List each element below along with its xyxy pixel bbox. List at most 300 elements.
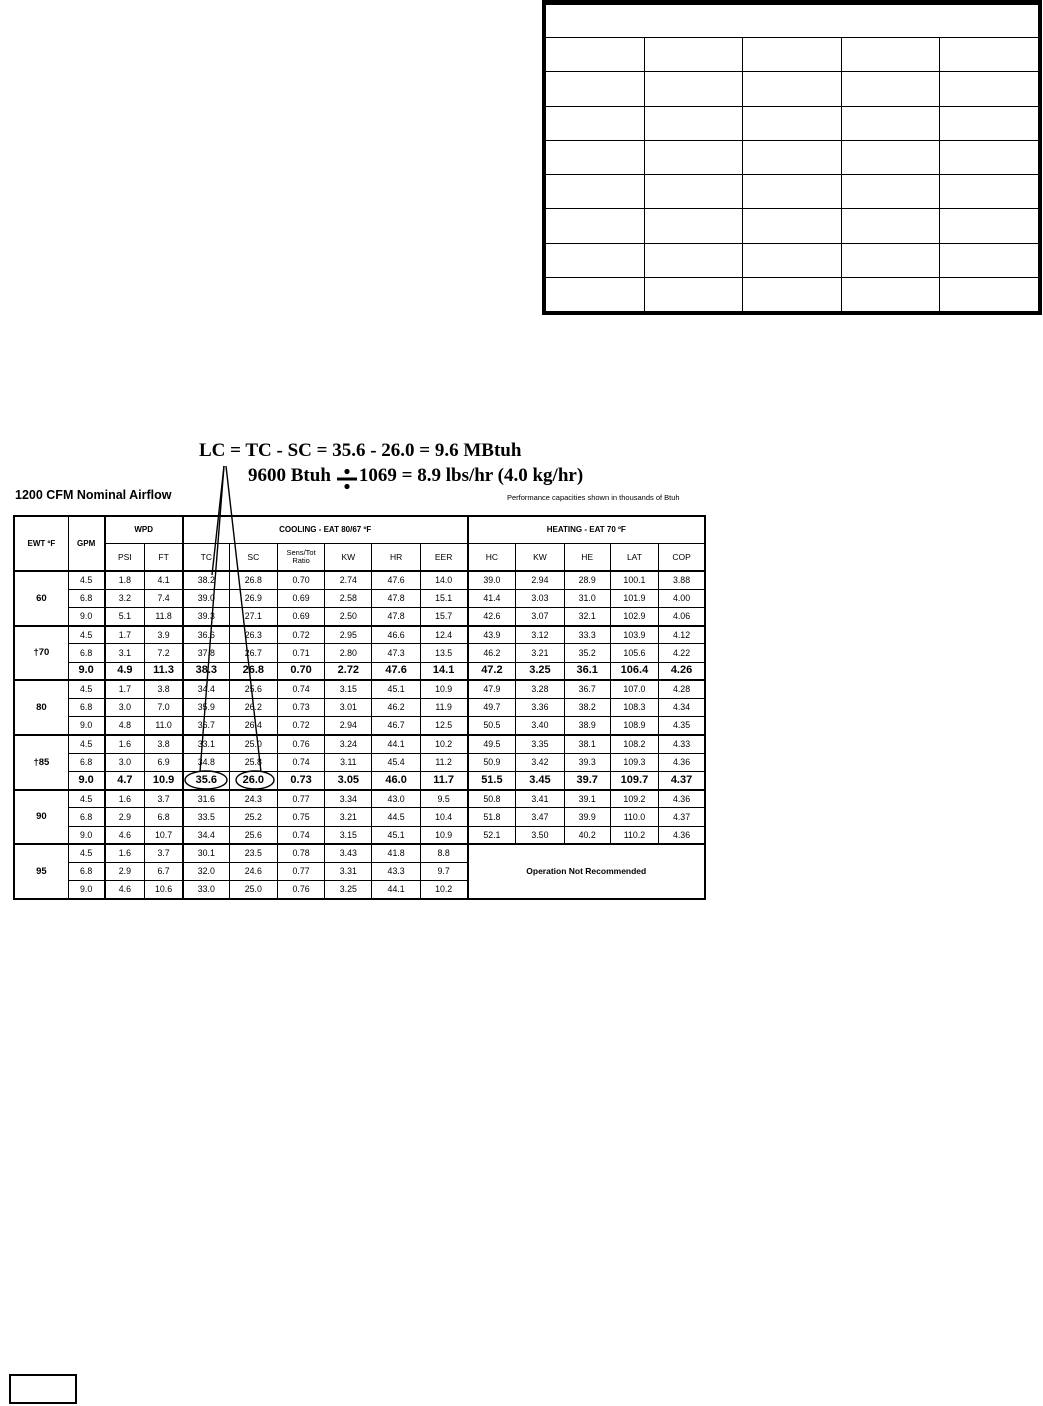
he-cell: 39.7 [564,771,610,789]
table-row [14,589,705,607]
sc-cell: 24.6 [229,863,277,881]
eer-cell: 15.7 [420,607,467,625]
blank-grid-row [546,140,1039,174]
psi-cell: 1.6 [105,844,145,862]
hr-cell: 47.8 [372,589,420,607]
blank-grid-cell [940,72,1039,106]
gpm-cell: 4.5 [68,680,104,698]
blank-grid-cell [644,277,743,311]
ewt-cell: 60 [14,571,68,626]
ft-cell: 6.9 [145,753,183,771]
blank-grid-row [546,209,1039,243]
cop-cell: 4.12 [659,626,705,644]
sens-cell: 0.77 [277,863,324,881]
tc-cell: 32.0 [183,863,229,881]
sens-cell: 0.70 [277,571,324,589]
hc-cell: 50.5 [468,717,516,735]
gpm-cell: 4.5 [68,626,104,644]
psi-cell: 3.0 [105,699,145,717]
kw-cell: 2.50 [325,607,372,625]
table-row [14,571,705,589]
table-note: Performance capacities shown in thousands of Btuh [507,493,680,502]
blank-grid-cell [546,38,645,72]
blank-grid-cell [644,72,743,106]
ft-cell: 10.9 [145,771,183,789]
blank-grid-cell [940,209,1039,243]
header-psi: PSI [105,543,145,571]
sens-cell: 0.74 [277,826,324,844]
table-row [14,680,705,698]
kw2-cell: 3.25 [516,662,564,680]
ft-cell: 3.8 [145,735,183,753]
psi-cell: 4.6 [105,826,145,844]
blank-grid-cell [743,38,842,72]
gpm-cell: 6.8 [68,753,104,771]
tc-cell: 34.8 [183,753,229,771]
eer-cell: 8.8 [420,844,467,862]
table-row [14,771,705,789]
header-kw-heating: KW [516,543,564,571]
he-cell: 40.2 [564,826,610,844]
gpm-cell: 6.8 [68,808,104,826]
hc-cell: 42.6 [468,607,516,625]
hc-cell: 47.2 [468,662,516,680]
header-hc: HC [468,543,516,571]
psi-cell: 1.8 [105,571,145,589]
hr-cell: 47.6 [372,662,420,680]
table-row [14,626,705,644]
blank-grid-cell [644,106,743,140]
hc-cell: 50.9 [468,753,516,771]
blank-grid-cell [546,140,645,174]
sens-cell: 0.73 [277,771,324,789]
hr-cell: 46.6 [372,626,420,644]
lat-cell: 105.6 [610,644,658,662]
lat-cell: 110.0 [610,808,658,826]
hr-cell: 43.0 [372,790,420,808]
ewt-cell: 95 [14,844,68,899]
eer-cell: 10.9 [420,826,467,844]
eer-cell: 14.1 [420,662,467,680]
sc-cell: 24.3 [229,790,277,808]
sc-cell: 23.5 [229,844,277,862]
eer-cell: 11.2 [420,753,467,771]
hr-cell: 44.1 [372,735,420,753]
sens-cell: 0.78 [277,844,324,862]
eer-cell: 9.5 [420,790,467,808]
psi-cell: 4.9 [105,662,145,680]
formula-result: 1069 = 8.9 lbs/hr (4.0 kg/hr) [358,465,584,486]
psi-cell: 3.1 [105,644,145,662]
kw2-cell: 3.07 [516,607,564,625]
ft-cell: 3.7 [145,844,183,862]
he-cell: 38.1 [564,735,610,753]
sc-cell: 26.4 [229,717,277,735]
tc-cell: 35.9 [183,699,229,717]
kw-cell: 3.24 [325,735,372,753]
header-ft: FT [145,543,183,571]
ft-cell: 6.7 [145,863,183,881]
kw2-cell: 3.40 [516,717,564,735]
header-ewt: EWT ºF [14,516,68,571]
kw-cell: 3.15 [325,826,372,844]
blank-grid-row [546,5,1039,38]
tc-cell: 37.8 [183,644,229,662]
eer-cell: 10.9 [420,680,467,698]
psi-cell: 3.2 [105,589,145,607]
hr-cell: 44.5 [372,808,420,826]
header-lat: LAT [610,543,658,571]
he-cell: 31.0 [564,589,610,607]
tc-cell: 38.3 [183,662,229,680]
eer-cell: 15.1 [420,589,467,607]
he-cell: 38.2 [564,699,610,717]
ft-cell: 4.1 [145,571,183,589]
blank-grid-cell [841,106,940,140]
hr-cell: 46.2 [372,699,420,717]
blank-grid-cell [940,106,1039,140]
table-row [14,644,705,662]
hc-cell: 39.0 [468,571,516,589]
gpm-cell: 9.0 [68,717,104,735]
blank-grid-cell [546,243,645,277]
tc-cell: 34.4 [183,680,229,698]
ft-cell: 10.7 [145,826,183,844]
psi-cell: 3.0 [105,753,145,771]
blank-grid-cell [940,175,1039,209]
kw2-cell: 3.41 [516,790,564,808]
table-row [14,662,705,680]
ft-cell: 11.3 [145,662,183,680]
he-cell: 28.9 [564,571,610,589]
cop-cell: 4.34 [659,699,705,717]
sc-cell: 25.6 [229,680,277,698]
hc-cell: 52.1 [468,826,516,844]
sc-cell: 25.8 [229,753,277,771]
kw-cell: 3.34 [325,790,372,808]
gpm-cell: 9.0 [68,607,104,625]
sens-cell: 0.71 [277,644,324,662]
lat-cell: 107.0 [610,680,658,698]
he-cell: 33.3 [564,626,610,644]
sens-cell: 0.74 [277,680,324,698]
hr-cell: 47.8 [372,607,420,625]
lat-cell: 108.2 [610,735,658,753]
tc-cell: 39.3 [183,607,229,625]
table-row [14,607,705,625]
table-row [14,790,705,808]
ewt-cell: †85 [14,735,68,790]
ewt-cell: 80 [14,680,68,735]
blank-grid-row [546,38,1039,72]
kw-cell: 2.58 [325,589,372,607]
blank-grid-cell [841,72,940,106]
lat-cell: 109.7 [610,771,658,789]
sc-cell: 26.3 [229,626,277,644]
blank-grid-cell [940,277,1039,311]
psi-cell: 1.7 [105,626,145,644]
blank-grid-row [546,243,1039,277]
kw2-cell: 3.36 [516,699,564,717]
gpm-cell: 6.8 [68,644,104,662]
hr-cell: 44.1 [372,881,420,899]
blank-grid-cell [743,140,842,174]
tc-cell: 36.7 [183,717,229,735]
kw2-cell: 2.94 [516,571,564,589]
header-sc: SC [229,543,277,571]
sc-cell: 26.7 [229,644,277,662]
blank-grid-cell [841,277,940,311]
gpm-cell: 9.0 [68,826,104,844]
blank-grid-header-cell [546,5,1039,38]
kw2-cell: 3.12 [516,626,564,644]
sens-cell: 0.77 [277,790,324,808]
hr-cell: 45.4 [372,753,420,771]
hr-cell: 47.3 [372,644,420,662]
table-title: 1200 CFM Nominal Airflow [15,488,172,502]
table-row [14,826,705,844]
kw-cell: 3.25 [325,881,372,899]
sens-cell: 0.75 [277,808,324,826]
kw2-cell: 3.21 [516,644,564,662]
kw2-cell: 3.03 [516,589,564,607]
he-cell: 36.1 [564,662,610,680]
blank-grid-cell [743,243,842,277]
header-eer: EER [420,543,467,571]
cop-cell: 4.00 [659,589,705,607]
ft-cell: 11.0 [145,717,183,735]
he-cell: 32.1 [564,607,610,625]
sc-cell: 26.9 [229,589,277,607]
blank-grid-cell [546,209,645,243]
blank-grid-cell [841,209,940,243]
header-wpd: WPD [105,516,183,543]
blank-grid-cell [841,140,940,174]
blank-form-grid [542,0,1042,315]
cop-cell: 4.36 [659,790,705,808]
tc-cell: 34.4 [183,826,229,844]
ft-cell: 3.8 [145,680,183,698]
lat-cell: 109.2 [610,790,658,808]
kw-cell: 2.80 [325,644,372,662]
table-row [14,753,705,771]
cop-cell: 4.37 [659,808,705,826]
ft-cell: 7.0 [145,699,183,717]
blank-grid-cell [940,140,1039,174]
hc-cell: 51.8 [468,808,516,826]
tc-cell: 38.2 [183,571,229,589]
eer-cell: 11.9 [420,699,467,717]
ft-cell: 6.8 [145,808,183,826]
kw2-cell: 3.42 [516,753,564,771]
gpm-cell: 4.5 [68,571,104,589]
gpm-cell: 6.8 [68,863,104,881]
blank-grid-row [546,277,1039,311]
kw-cell: 3.05 [325,771,372,789]
header-sens-tot-ratio: Sens/Tot Ratio [277,543,324,571]
blank-grid-cell [743,72,842,106]
eer-cell: 12.5 [420,717,467,735]
tc-cell: 30.1 [183,844,229,862]
cop-cell: 4.36 [659,753,705,771]
hc-cell: 43.9 [468,626,516,644]
psi-cell: 2.9 [105,808,145,826]
gpm-cell: 4.5 [68,790,104,808]
lat-cell: 109.3 [610,753,658,771]
blank-grid-row [546,106,1039,140]
hr-cell: 46.0 [372,771,420,789]
cop-cell: 4.22 [659,644,705,662]
cop-cell: 3.88 [659,571,705,589]
sens-cell: 0.72 [277,626,324,644]
psi-cell: 1.7 [105,680,145,698]
sens-cell: 0.69 [277,607,324,625]
blank-grid-cell [546,277,645,311]
psi-cell: 1.6 [105,735,145,753]
hr-cell: 46.7 [372,717,420,735]
ft-cell: 7.2 [145,644,183,662]
cop-cell: 4.35 [659,717,705,735]
gpm-cell: 4.5 [68,735,104,753]
hc-cell: 46.2 [468,644,516,662]
blank-grid-cell [546,106,645,140]
lat-cell: 110.2 [610,826,658,844]
eer-cell: 10.2 [420,735,467,753]
hc-cell: 50.8 [468,790,516,808]
lat-cell: 100.1 [610,571,658,589]
hr-cell: 45.1 [372,826,420,844]
blank-grid-cell [644,38,743,72]
hc-cell: 41.4 [468,589,516,607]
blank-grid-cell [743,209,842,243]
cop-cell: 4.36 [659,826,705,844]
lat-cell: 101.9 [610,589,658,607]
lat-cell: 106.4 [610,662,658,680]
formula-btuh: 9600 Btuh [248,465,331,486]
ewt-cell: 90 [14,790,68,845]
eer-cell: 11.7 [420,771,467,789]
psi-cell: 2.9 [105,863,145,881]
ewt-cell: †70 [14,626,68,681]
tc-cell: 33.1 [183,735,229,753]
header-cop: COP [659,543,705,571]
header-kw: KW [325,543,372,571]
cop-cell: 4.26 [659,662,705,680]
psi-cell: 4.6 [105,881,145,899]
gpm-cell: 9.0 [68,662,104,680]
sc-cell: 26.8 [229,571,277,589]
tc-cell: 33.0 [183,881,229,899]
cop-cell: 4.33 [659,735,705,753]
eer-cell: 10.4 [420,808,467,826]
cop-cell: 4.37 [659,771,705,789]
sc-cell: 26.0 [229,771,277,789]
sc-cell: 26.2 [229,699,277,717]
blank-grid-row [546,175,1039,209]
blank-grid-cell [940,38,1039,72]
kw-cell: 3.31 [325,863,372,881]
table-row [14,699,705,717]
tc-cell: 39.0 [183,589,229,607]
blank-grid-cell [644,243,743,277]
lat-cell: 102.9 [610,607,658,625]
he-cell: 39.1 [564,790,610,808]
lat-cell: 103.9 [610,626,658,644]
blank-grid-cell [546,175,645,209]
kw-cell: 2.94 [325,717,372,735]
eer-cell: 13.5 [420,644,467,662]
gpm-cell: 6.8 [68,699,104,717]
kw2-cell: 3.35 [516,735,564,753]
blank-grid-cell [644,175,743,209]
psi-cell: 5.1 [105,607,145,625]
sens-cell: 0.69 [277,589,324,607]
kw2-cell: 3.47 [516,808,564,826]
psi-cell: 1.6 [105,790,145,808]
table-row [14,717,705,735]
hc-cell: 47.9 [468,680,516,698]
gpm-cell: 9.0 [68,881,104,899]
blank-grid-cell [743,106,842,140]
lat-cell: 108.3 [610,699,658,717]
hr-cell: 47.6 [372,571,420,589]
performance-table-container [13,515,706,900]
he-cell: 39.3 [564,753,610,771]
page-number-box [9,1374,77,1404]
sens-cell: 0.70 [277,662,324,680]
ft-cell: 7.4 [145,589,183,607]
sc-cell: 25.0 [229,735,277,753]
he-cell: 35.2 [564,644,610,662]
hr-cell: 45.1 [372,680,420,698]
he-cell: 39.9 [564,808,610,826]
lat-cell: 108.9 [610,717,658,735]
header-heating: HEATING - EAT 70 ºF [468,516,705,543]
eer-cell: 12.4 [420,626,467,644]
blank-grid-row [546,72,1039,106]
gpm-cell: 9.0 [68,771,104,789]
sens-cell: 0.73 [277,699,324,717]
kw2-cell: 3.28 [516,680,564,698]
kw-cell: 3.01 [325,699,372,717]
blank-grid-cell [644,209,743,243]
gpm-cell: 4.5 [68,844,104,862]
hc-cell: 51.5 [468,771,516,789]
header-cooling: COOLING - EAT 80/67 ºF [183,516,468,543]
hr-cell: 43.3 [372,863,420,881]
kw-cell: 3.43 [325,844,372,862]
blank-grid-cell [743,277,842,311]
moisture-removal-formula [248,465,583,487]
sens-cell: 0.72 [277,717,324,735]
ft-cell: 3.9 [145,626,183,644]
kw-cell: 3.11 [325,753,372,771]
sc-cell: 25.2 [229,808,277,826]
tc-cell: 36.6 [183,626,229,644]
kw-cell: 3.21 [325,808,372,826]
kw2-cell: 3.50 [516,826,564,844]
header-hr: HR [372,543,420,571]
eer-cell: 10.2 [420,881,467,899]
header-tc: TC [183,543,229,571]
sc-cell: 25.0 [229,881,277,899]
ft-cell: 10.6 [145,881,183,899]
kw-cell: 2.72 [325,662,372,680]
hr-cell: 41.8 [372,844,420,862]
blank-grid-cell [841,175,940,209]
eer-cell: 9.7 [420,863,467,881]
sc-cell: 25.6 [229,826,277,844]
